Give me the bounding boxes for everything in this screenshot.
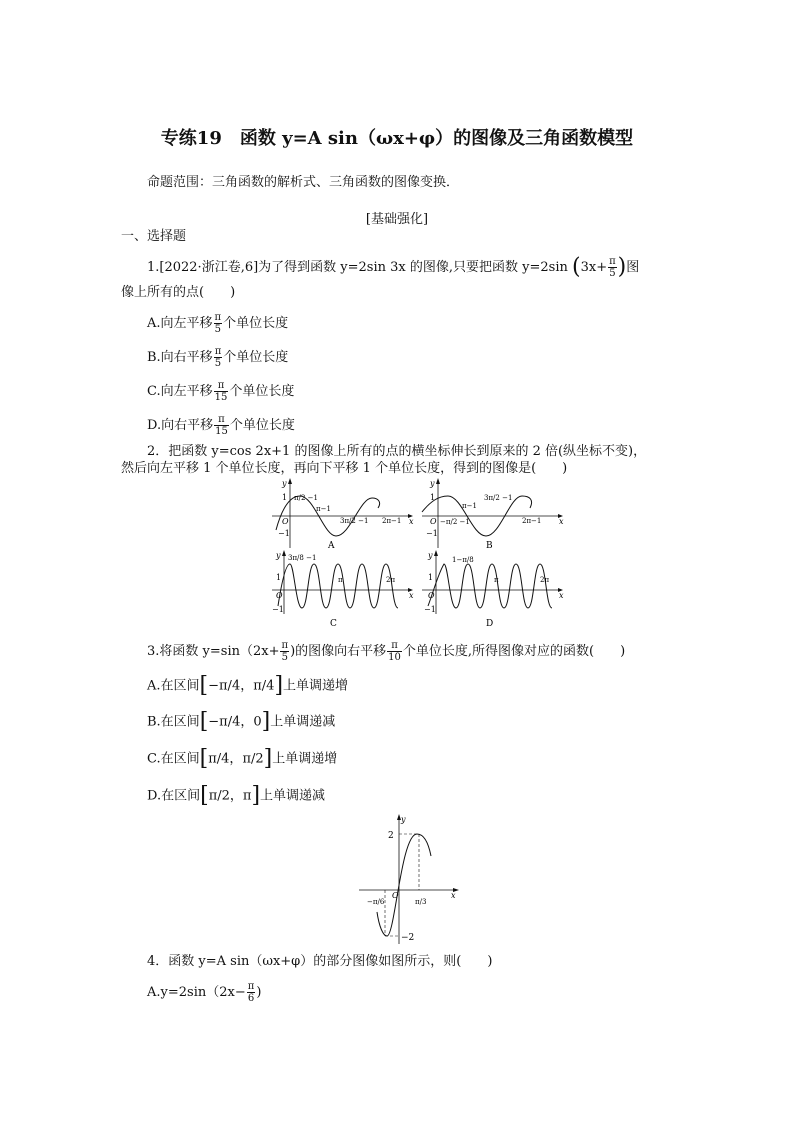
svg-text:O: O <box>276 591 283 600</box>
graph-a <box>268 478 418 550</box>
graph-d <box>418 550 568 628</box>
q4-y-min: −2 <box>401 933 415 943</box>
q3-fraction <box>280 640 289 663</box>
option-suffix: 个单位长度 <box>229 384 295 399</box>
option-prefix: D.在区间 <box>147 788 201 804</box>
svg-text:y: y <box>282 479 287 488</box>
graph-b-mark-3: 3π/2 −1 <box>484 494 513 502</box>
frac-den: 6 <box>247 993 255 1004</box>
option-prefix: D.向右平移 <box>147 418 214 433</box>
graph-c-mark-1: 3π/8 −1 <box>288 554 317 562</box>
right-bracket: ] <box>261 709 271 734</box>
graph-b-mark-4: 2π−1 <box>522 517 542 525</box>
q4-stem: 4．函数 y=A sin（ωx+φ）的部分图像如图所示，则( ) <box>147 954 493 969</box>
svg-text:x: x <box>409 591 414 600</box>
svg-text:O: O <box>282 517 289 526</box>
frac-num: π <box>214 312 222 323</box>
frac-num: π <box>281 640 289 651</box>
graph-c-mark-3: 2π <box>386 576 396 584</box>
svg-text:1: 1 <box>428 573 434 582</box>
graph-b-mark-2: π−1 <box>462 502 477 510</box>
option-fraction <box>214 346 223 369</box>
interval-start: −π/4 <box>208 678 241 694</box>
option-prefix: A.在区间 <box>147 678 200 694</box>
right-bracket: ] <box>274 673 284 698</box>
graph-a-mark-3: 3π/2 −1 <box>340 517 369 525</box>
left-bracket: [ <box>199 709 209 734</box>
graph-b-label: B <box>486 541 493 550</box>
frac-den: 5 <box>281 652 288 663</box>
svg-text:−1: −1 <box>424 605 436 614</box>
interval-start: π/4 <box>208 751 230 767</box>
interval-start: −π/4 <box>208 714 241 730</box>
svg-text:1: 1 <box>430 493 436 502</box>
option-suffix: 上单调递减 <box>260 788 326 804</box>
frac-den: 15 <box>214 392 228 403</box>
q4-option-a <box>147 981 261 1004</box>
option-fraction <box>214 312 223 335</box>
q3-prefix: 3.将函数 y=sin（2x+ <box>147 644 280 659</box>
q1-prefix: 1.[2022·浙江卷,6]为了得到函数 y=2sin 3x 的图像,只要把函数 y=2sin <box>147 260 568 275</box>
q4-y-max: 2 <box>388 831 394 841</box>
option-suffix: 个单位长度 <box>229 418 295 433</box>
graph-d-mark-3: 2π <box>540 576 550 584</box>
q1-left-paren: ( <box>572 254 581 280</box>
q3-option-b: B.在区间[−π/4，0]上单调递减 <box>147 709 336 734</box>
left-bracket: [ <box>199 746 209 771</box>
frac-den: 5 <box>214 358 222 369</box>
frac-den: 10 <box>388 652 401 663</box>
section-heading: [基础强化] <box>365 212 429 227</box>
interval-end: π/2 <box>242 751 264 767</box>
option-suffix: 上单调递增 <box>272 751 338 767</box>
svg-text:−1: −1 <box>278 529 290 538</box>
svg-text:1: 1 <box>282 493 288 502</box>
graph-b-mark-1: −π/2 −1 <box>440 518 470 526</box>
svg-text:−1: −1 <box>272 605 284 614</box>
graph-a-mark-1: π/2 −1 <box>294 494 318 502</box>
option-fraction <box>247 981 256 1004</box>
interval-end: π/4 <box>253 678 275 694</box>
svg-text:x: x <box>559 591 564 600</box>
q2-stem-line1: 2．把函数 y=cos 2x+1 的图像上所有的点的横坐标伸长到原来的 2 倍(纵坐标不变)， <box>147 444 647 459</box>
page-title: 专练19 函数 y=A sin（ωx+φ）的图像及三角函数模型 <box>160 128 634 149</box>
svg-text:O: O <box>430 517 437 526</box>
graph-b <box>418 478 568 550</box>
q3-option-c: C.在区间[π/4，π/2]上单调递增 <box>147 746 338 771</box>
q4-x-left: −π/6 <box>367 898 385 906</box>
q2-stem-line2: 然后向左平移 1 个单位长度，再向下平移 1 个单位长度，得到的图像是( ) <box>121 461 568 476</box>
svg-text:y: y <box>428 551 433 560</box>
q1-paren-pre: 3x+ <box>580 260 608 275</box>
frac-num: π <box>247 981 255 992</box>
option-suffix: 个单位长度 <box>223 316 289 331</box>
right-bracket: ] <box>263 746 273 771</box>
svg-text:y: y <box>430 479 435 488</box>
option-fraction <box>214 414 229 437</box>
q3-stem <box>147 640 625 663</box>
q1-frac-num: π <box>609 256 616 267</box>
frac-num: π <box>214 346 222 357</box>
option-prefix: B.向右平移 <box>147 350 213 365</box>
q3-shift-fraction <box>387 640 402 663</box>
q1-fraction <box>608 256 617 279</box>
graph-d-label: D <box>486 619 494 628</box>
q1-option-a <box>147 312 288 335</box>
frac-num: π <box>214 380 229 392</box>
graph-a-label: A <box>328 541 335 550</box>
q3-mid: )的图像向右平移 <box>290 644 387 659</box>
option-prefix: A.向左平移 <box>147 316 213 331</box>
graph-c-mark-2: π <box>338 576 343 584</box>
option-suffix: ) <box>256 985 262 1000</box>
option-prefix: A.y=2sin（2x− <box>147 985 246 1000</box>
frac-num: π <box>387 640 402 652</box>
svg-text:1: 1 <box>276 573 282 582</box>
graph-a-mark-2: π−1 <box>316 505 331 513</box>
part-heading: 一、选择题 <box>121 229 187 244</box>
option-prefix: C.向左平移 <box>147 384 213 399</box>
q4-graph <box>355 812 465 947</box>
graph-a-mark-4: 2π−1 <box>382 517 402 525</box>
option-fraction <box>214 380 229 403</box>
q1-frac-den: 5 <box>609 268 616 279</box>
svg-text:x: x <box>559 517 564 526</box>
q4-x-right: π/3 <box>415 898 427 906</box>
q1-tail: 图 <box>626 260 640 275</box>
q1-option-c <box>147 380 294 403</box>
q1-right-paren: ) <box>617 254 627 280</box>
graph-c-label: C <box>330 619 337 628</box>
option-prefix: B.在区间 <box>147 714 200 730</box>
svg-text:O: O <box>392 891 399 900</box>
interval-start: π/2 <box>208 788 230 804</box>
q1-stem-line2: 像上所有的点( ) <box>121 285 236 300</box>
left-bracket: [ <box>200 783 209 808</box>
right-bracket: ] <box>251 783 261 808</box>
interval-end: π <box>242 788 252 804</box>
q1-option-d <box>147 414 295 437</box>
q1-option-b <box>147 346 288 369</box>
frac-num: π <box>214 414 229 426</box>
option-prefix: C.在区间 <box>147 751 200 767</box>
interval-end: 0 <box>253 714 262 730</box>
left-bracket: [ <box>199 673 209 698</box>
scope-text: 命题范围：三角函数的解析式、三角函数的图像变换． <box>147 175 460 190</box>
frac-den: 5 <box>214 324 221 335</box>
option-suffix: 上单调递减 <box>270 714 336 730</box>
q1-stem <box>147 256 639 279</box>
svg-text:y: y <box>401 815 406 824</box>
svg-text:x: x <box>451 891 456 900</box>
option-suffix: 上单调递增 <box>283 678 349 694</box>
q3-tail: 个单位长度,所得图像对应的函数( ) <box>402 644 626 659</box>
graph-c <box>268 550 418 628</box>
graph-d-mark-1: 1−π/8 <box>452 556 474 564</box>
option-suffix: 个单位长度 <box>223 350 289 365</box>
svg-text:O: O <box>428 591 435 600</box>
svg-text:x: x <box>409 517 414 526</box>
graph-d-mark-2: π <box>494 576 499 584</box>
frac-den: 15 <box>215 426 228 437</box>
q3-option-d: D.在区间[π/2，π]上单调递减 <box>147 783 326 808</box>
q3-option-a: A.在区间[−π/4，π/4]上单调递增 <box>147 673 349 698</box>
svg-text:y: y <box>276 551 281 560</box>
svg-text:−1: −1 <box>426 529 438 538</box>
